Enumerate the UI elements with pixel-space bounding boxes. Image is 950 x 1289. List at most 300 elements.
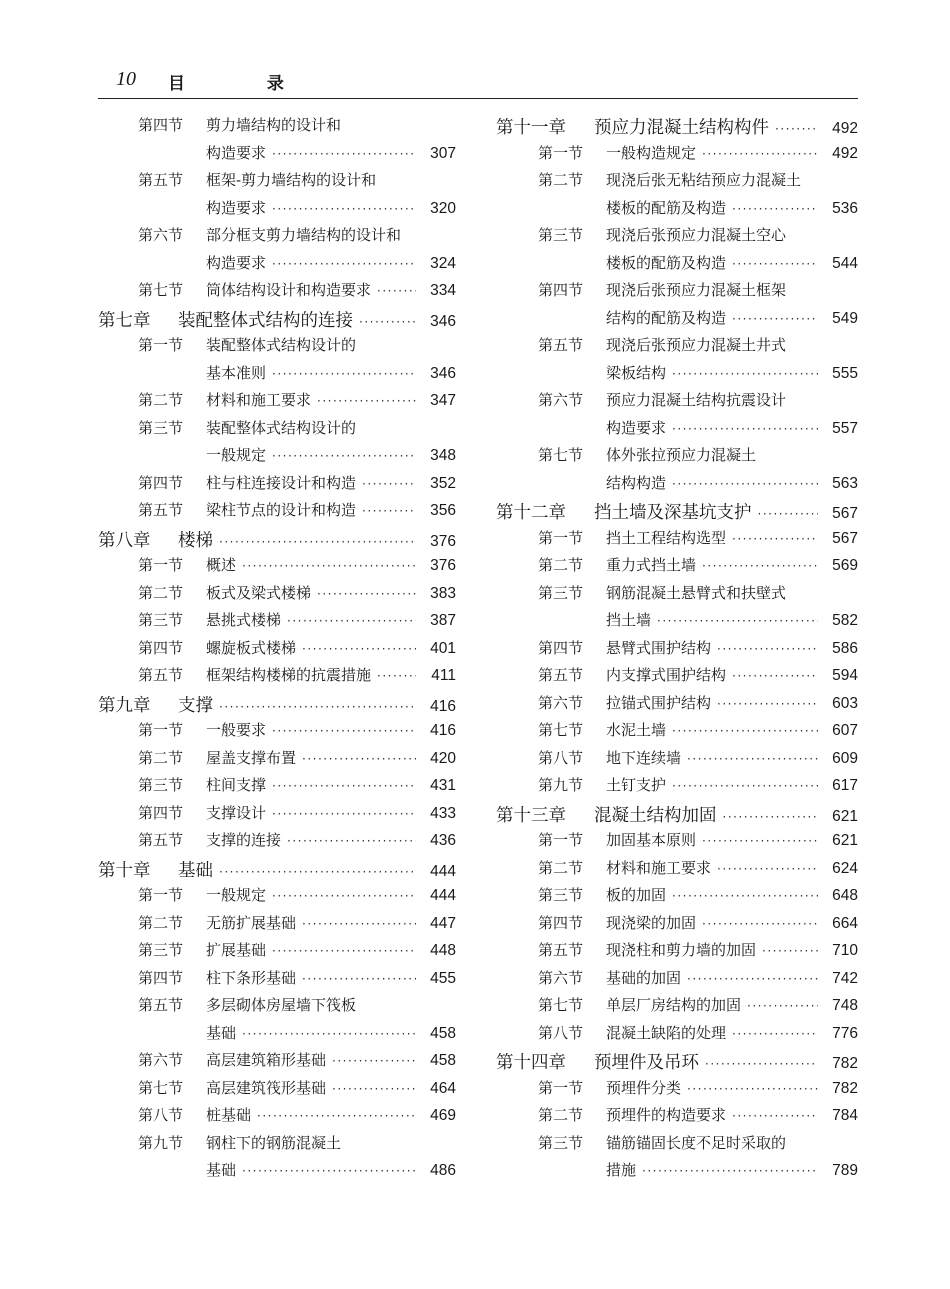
dot-leader xyxy=(219,535,416,549)
section-label: 第三节 xyxy=(538,583,584,602)
page-reference: 594 xyxy=(832,667,858,684)
page-reference: 784 xyxy=(832,1107,858,1124)
toc-section-entry xyxy=(496,1104,858,1132)
toc-entry-title: 柱与柱连接设计和构造 xyxy=(206,473,357,492)
dot-leader xyxy=(702,834,818,848)
page-number: 10 xyxy=(116,68,136,90)
toc-entry-title: 现浇后张预应力混凝土井式 xyxy=(606,336,787,354)
page-reference: 346 xyxy=(430,364,456,382)
toc-entry-title: 现浇后张预应力混凝土框架 xyxy=(606,281,787,299)
section-label: 第二节 xyxy=(538,858,584,877)
toc-chapter-entry xyxy=(98,307,456,335)
dot-leader xyxy=(272,724,416,738)
page-reference: 492 xyxy=(832,120,858,137)
dot-leader xyxy=(242,1164,416,1178)
toc-section-entry xyxy=(98,279,456,307)
section-label: 第二节 xyxy=(538,1106,584,1124)
page-reference: 486 xyxy=(430,1162,456,1179)
dot-leader xyxy=(362,477,416,491)
section-label: 第五节 xyxy=(138,666,184,684)
toc-entry-title: 现浇后张预应力混凝土空心 xyxy=(606,226,787,244)
page-reference: 447 xyxy=(430,914,456,932)
dot-leader xyxy=(302,917,416,931)
page-reference: 401 xyxy=(430,639,456,657)
dot-leader xyxy=(732,312,818,326)
toc-section-entry xyxy=(98,802,456,830)
dot-leader xyxy=(775,122,818,136)
dot-leader xyxy=(723,810,819,824)
toc-section-entry xyxy=(98,884,456,912)
page-header xyxy=(98,66,858,99)
dot-leader xyxy=(377,669,416,683)
section-label: 第三节 xyxy=(138,611,184,629)
toc-entry-title: 预应力混凝土结构抗震设计 xyxy=(606,391,787,409)
section-label: 第三节 xyxy=(138,776,184,794)
toc-entry-continuation xyxy=(98,197,456,225)
dot-leader xyxy=(762,944,818,958)
toc-entry-title: 挡土墙 xyxy=(606,611,652,629)
dot-leader xyxy=(672,477,818,491)
toc-entry-title: 支撑设计 xyxy=(206,803,267,822)
toc-section-entry xyxy=(98,1049,456,1077)
toc-entry-title: 重力式挡土墙 xyxy=(606,556,697,574)
toc-entry-title: 加固基本原则 xyxy=(606,831,697,849)
toc-entry-title: 地下连续墙 xyxy=(606,748,682,767)
toc-entry-title: 措施 xyxy=(606,1161,637,1179)
toc-entry-continuation xyxy=(98,362,456,390)
toc-section-entry xyxy=(496,747,858,775)
page-reference: 492 xyxy=(832,144,858,162)
section-label: 第三节 xyxy=(138,941,184,959)
toc-entry-title: 预应力混凝土结构构件 xyxy=(594,118,769,138)
dot-leader xyxy=(332,1054,416,1068)
dot-leader xyxy=(747,999,818,1013)
toc-section-entry xyxy=(496,389,858,417)
section-label: 第五节 xyxy=(138,501,184,519)
dot-leader xyxy=(672,724,818,738)
dot-leader xyxy=(717,642,818,656)
dot-leader xyxy=(377,284,416,298)
dot-leader xyxy=(242,559,416,573)
toc-entry-title: 构造要求 xyxy=(206,143,267,162)
dot-leader xyxy=(672,422,818,436)
section-label: 第三节 xyxy=(538,886,584,904)
toc-entry-title: 概述 xyxy=(206,556,237,574)
toc-section-entry xyxy=(98,334,456,362)
page-reference: 416 xyxy=(430,722,456,739)
page-reference: 586 xyxy=(832,639,858,657)
toc-section-entry xyxy=(98,499,456,527)
dot-leader xyxy=(302,972,416,986)
toc-section-entry xyxy=(98,472,456,500)
section-label: 第四节 xyxy=(138,116,184,134)
toc-section-entry xyxy=(496,279,858,307)
toc-entry-title: 板式及梁式楼梯 xyxy=(206,583,312,602)
toc-entry-title: 悬挑式楼梯 xyxy=(206,611,282,629)
dot-leader xyxy=(657,614,818,628)
toc-entry-title: 构造要求 xyxy=(606,418,667,437)
toc-section-entry xyxy=(98,609,456,637)
section-label: 第八节 xyxy=(538,1023,584,1042)
toc-entry-title: 预埋件的构造要求 xyxy=(606,1106,727,1124)
toc-entry-title: 框架结构楼梯的抗震措施 xyxy=(206,666,372,684)
page-reference: 387 xyxy=(430,612,456,629)
section-label: 第一节 xyxy=(138,336,184,354)
section-label: 第五节 xyxy=(538,336,584,354)
page-reference: 433 xyxy=(430,804,456,822)
toc-entry-title: 混凝土缺陷的处理 xyxy=(606,1023,727,1042)
section-label: 第一节 xyxy=(538,143,584,162)
toc-entry-title: 锚筋锚固长度不足时采取的 xyxy=(606,1133,787,1152)
toc-chapter-entry xyxy=(98,857,456,885)
toc-entry-title: 楼板的配筋及构造 xyxy=(606,253,727,272)
toc-chapter-entry xyxy=(98,692,456,720)
chapter-label: 第十三章 xyxy=(496,805,566,826)
toc-chapter-entry xyxy=(496,499,858,527)
dot-leader xyxy=(672,779,818,793)
section-label: 第六节 xyxy=(538,968,584,987)
toc-entry-title: 基本准则 xyxy=(206,363,267,382)
section-label: 第七节 xyxy=(138,281,184,299)
section-label: 第七节 xyxy=(538,446,584,464)
toc-entry-title: 无筋扩展基础 xyxy=(206,913,297,932)
toc-chapter-entry xyxy=(496,114,858,142)
dot-leader xyxy=(317,394,416,408)
page-reference: 347 xyxy=(430,392,456,409)
toc-entry-continuation xyxy=(496,1159,858,1187)
chapter-label: 第十一章 xyxy=(496,118,566,138)
dot-leader xyxy=(672,367,818,381)
section-label: 第七节 xyxy=(138,1078,184,1097)
page-reference: 710 xyxy=(832,942,858,959)
toc-entry-title: 柱下条形基础 xyxy=(206,968,297,987)
page-reference: 569 xyxy=(832,557,858,574)
toc-section-entry xyxy=(496,554,858,582)
section-label: 第四节 xyxy=(538,913,584,932)
page-reference: 567 xyxy=(832,529,858,547)
toc-entry-title: 现浇后张无粘结预应力混凝土 xyxy=(606,171,802,189)
chapter-label: 第九章 xyxy=(98,695,151,716)
page-reference: 436 xyxy=(430,832,456,849)
page-reference: 455 xyxy=(430,969,456,987)
toc-entry-title: 材料和施工要求 xyxy=(606,858,712,877)
page-reference: 376 xyxy=(430,557,456,574)
page-reference: 444 xyxy=(430,887,456,904)
dot-leader xyxy=(302,752,416,766)
toc-section-entry xyxy=(98,389,456,417)
page-reference: 544 xyxy=(832,254,858,272)
section-label: 第五节 xyxy=(538,666,584,684)
dot-leader xyxy=(257,1109,416,1123)
toc-entry-title: 基础 xyxy=(178,860,213,881)
toc-entry-continuation xyxy=(496,307,858,335)
section-label: 第三节 xyxy=(538,226,584,244)
section-label: 第四节 xyxy=(138,968,184,987)
toc-entry-title: 土钉支护 xyxy=(606,776,667,794)
toc-entry-title: 高层建筑箱形基础 xyxy=(206,1051,327,1069)
dot-leader xyxy=(362,504,416,518)
page-reference: 776 xyxy=(832,1024,858,1042)
page-reference: 664 xyxy=(832,914,858,932)
running-head-title: 目 录 xyxy=(168,74,322,94)
section-label: 第一节 xyxy=(538,831,584,849)
toc-section-entry xyxy=(98,169,456,197)
dot-leader xyxy=(705,1057,818,1071)
section-label: 第四节 xyxy=(138,803,184,822)
toc-section-entry xyxy=(98,114,456,142)
section-label: 第五节 xyxy=(138,171,184,189)
dot-leader xyxy=(758,507,819,521)
section-label: 第六节 xyxy=(538,391,584,409)
toc-entry-title: 材料和施工要求 xyxy=(206,391,312,409)
toc-entry-title: 桩基础 xyxy=(206,1106,252,1124)
page-reference: 567 xyxy=(832,505,858,522)
chapter-label: 第十章 xyxy=(98,860,151,881)
section-label: 第二节 xyxy=(138,583,184,602)
page-reference: 376 xyxy=(430,532,456,550)
toc-entry-title: 基础 xyxy=(206,1161,237,1179)
section-label: 第九节 xyxy=(138,1133,184,1152)
page-reference: 416 xyxy=(430,697,456,715)
toc-section-entry xyxy=(496,142,858,170)
section-label: 第一节 xyxy=(138,556,184,574)
toc-section-entry xyxy=(496,774,858,802)
section-label: 第七节 xyxy=(538,721,584,739)
toc-entry-title: 一般规定 xyxy=(206,446,267,464)
page-reference: 748 xyxy=(832,997,858,1014)
toc-entry-title: 屋盖支撑布置 xyxy=(206,748,297,767)
dot-leader xyxy=(219,865,416,879)
page-reference: 352 xyxy=(430,474,456,492)
toc-entry-title: 一般要求 xyxy=(206,721,267,739)
toc-entry-continuation xyxy=(98,252,456,280)
chapter-label: 第十二章 xyxy=(496,503,566,523)
toc-entry-title: 钢筋混凝土悬臂式和扶壁式 xyxy=(606,583,787,602)
toc-entry-title: 剪力墙结构的设计和 xyxy=(206,116,342,134)
toc-entry-title: 多层砌体房屋墙下筏板 xyxy=(206,996,357,1014)
section-label: 第三节 xyxy=(138,418,184,437)
page-reference: 536 xyxy=(832,199,858,217)
toc-section-entry xyxy=(496,1132,858,1160)
toc-entry-continuation xyxy=(98,142,456,170)
toc-chapter-entry xyxy=(496,1049,858,1077)
toc-chapter-entry xyxy=(98,527,456,555)
chapter-label: 第七章 xyxy=(98,310,151,331)
page-reference: 469 xyxy=(430,1107,456,1124)
section-label: 第二节 xyxy=(138,748,184,767)
page-reference: 431 xyxy=(430,777,456,794)
toc-section-entry xyxy=(496,692,858,720)
dot-leader xyxy=(332,1082,416,1096)
toc-entry-title: 单层厂房结构的加固 xyxy=(606,996,742,1014)
toc-entry-title: 现浇柱和剪力墙的加固 xyxy=(606,941,757,959)
section-label: 第四节 xyxy=(138,473,184,492)
toc-entry-continuation xyxy=(496,609,858,637)
toc-entry-continuation xyxy=(496,472,858,500)
toc-section-entry xyxy=(98,637,456,665)
dot-leader xyxy=(687,972,818,986)
toc-section-entry xyxy=(496,912,858,940)
toc-entry-title: 楼板的配筋及构造 xyxy=(606,198,727,217)
dot-leader xyxy=(272,944,416,958)
page-reference: 609 xyxy=(832,749,858,767)
page-reference: 420 xyxy=(430,749,456,767)
dot-leader xyxy=(272,449,416,463)
toc-entry-continuation xyxy=(496,417,858,445)
toc-entry-title: 部分框支剪力墙结构的设计和 xyxy=(206,226,402,244)
toc-section-entry xyxy=(496,967,858,995)
dot-leader xyxy=(732,1109,818,1123)
toc-entry-title: 构造要求 xyxy=(206,198,267,217)
section-label: 第五节 xyxy=(538,941,584,959)
toc-section-entry xyxy=(496,582,858,610)
toc-section-entry xyxy=(98,664,456,692)
page-reference: 411 xyxy=(431,667,456,684)
dot-leader xyxy=(272,367,416,381)
toc-entry-title: 基础的加固 xyxy=(606,968,682,987)
section-label: 第五节 xyxy=(138,831,184,849)
section-label: 第九节 xyxy=(538,776,584,794)
toc-entry-title: 支撑 xyxy=(178,695,213,716)
toc-entry-title: 板的加固 xyxy=(606,886,667,904)
toc-entry-title: 悬臂式围护结构 xyxy=(606,638,712,657)
dot-leader xyxy=(717,862,818,876)
toc-entry-title: 装配整体式结构设计的 xyxy=(206,336,357,354)
section-label: 第一节 xyxy=(138,721,184,739)
page-reference: 624 xyxy=(832,859,858,877)
section-label: 第四节 xyxy=(538,638,584,657)
toc-entry-title: 挡土墙及深基坑支护 xyxy=(594,503,752,523)
dot-leader xyxy=(687,752,818,766)
section-label: 第二节 xyxy=(138,391,184,409)
toc-entry-continuation xyxy=(496,197,858,225)
page-reference: 563 xyxy=(832,474,858,492)
toc-section-entry xyxy=(496,884,858,912)
section-label: 第五节 xyxy=(138,996,184,1014)
page-reference: 444 xyxy=(430,862,456,880)
toc-section-entry xyxy=(98,967,456,995)
dot-leader xyxy=(272,257,416,271)
page-reference: 603 xyxy=(832,694,858,712)
toc-section-entry xyxy=(496,994,858,1022)
dot-leader xyxy=(302,642,416,656)
toc-section-entry xyxy=(98,719,456,747)
dot-leader xyxy=(287,614,416,628)
section-label: 第六节 xyxy=(538,693,584,712)
dot-leader xyxy=(317,587,416,601)
dot-leader xyxy=(732,1027,818,1041)
toc-entry-title: 拉锚式围护结构 xyxy=(606,693,712,712)
page-reference: 782 xyxy=(832,1055,858,1072)
toc-section-entry xyxy=(496,939,858,967)
toc-section-entry xyxy=(98,554,456,582)
dot-leader xyxy=(219,700,416,714)
chapter-label: 第十四章 xyxy=(496,1053,566,1073)
section-label: 第二节 xyxy=(138,913,184,932)
section-label: 第一节 xyxy=(538,528,584,547)
section-label: 第八节 xyxy=(538,748,584,767)
toc-entry-title: 挡土工程结构选型 xyxy=(606,528,727,547)
toc-entry-title: 内支撑式围护结构 xyxy=(606,666,727,684)
page-reference: 607 xyxy=(832,722,858,739)
dot-leader xyxy=(272,807,416,821)
toc-section-entry xyxy=(98,582,456,610)
toc-section-entry xyxy=(496,1022,858,1050)
section-label: 第三节 xyxy=(538,1133,584,1152)
toc-chapter-entry xyxy=(496,802,858,830)
section-label: 第一节 xyxy=(138,886,184,904)
toc-entry-continuation xyxy=(98,1159,456,1187)
toc-entry-title: 楼梯 xyxy=(178,530,213,551)
dot-leader xyxy=(717,697,818,711)
toc-section-entry xyxy=(98,774,456,802)
toc-entry-title: 装配整体式结构设计的 xyxy=(206,418,357,437)
dot-leader xyxy=(642,1164,818,1178)
dot-leader xyxy=(359,315,416,329)
toc-entry-title: 柱间支撑 xyxy=(206,776,267,794)
page-reference: 307 xyxy=(430,144,456,162)
toc-left-column xyxy=(98,114,456,1187)
toc-entry-title: 钢柱下的钢筋混凝土 xyxy=(206,1133,342,1152)
dot-leader xyxy=(702,147,818,161)
toc-section-entry xyxy=(496,664,858,692)
toc-entry-title: 装配整体式结构的连接 xyxy=(178,310,353,331)
toc-section-entry xyxy=(98,417,456,445)
toc-entry-title: 螺旋板式楼梯 xyxy=(206,638,297,657)
page-reference: 324 xyxy=(430,254,456,272)
page-reference: 464 xyxy=(430,1079,456,1097)
dot-leader xyxy=(732,532,818,546)
page-reference: 549 xyxy=(832,309,858,327)
page-reference: 458 xyxy=(430,1052,456,1069)
dot-leader xyxy=(687,1082,818,1096)
toc-section-entry xyxy=(98,224,456,252)
page-reference: 789 xyxy=(832,1162,858,1179)
page-reference: 448 xyxy=(430,942,456,959)
toc-entry-continuation xyxy=(98,1022,456,1050)
toc-section-entry xyxy=(98,829,456,857)
dot-leader xyxy=(732,202,818,216)
toc-entry-title: 水泥土墙 xyxy=(606,721,667,739)
toc-entry-title: 筒体结构设计和构造要求 xyxy=(206,281,372,299)
toc-entry-continuation xyxy=(496,362,858,390)
section-label: 第二节 xyxy=(538,171,584,189)
section-label: 第四节 xyxy=(538,281,584,299)
toc-entry-title: 梁板结构 xyxy=(606,363,667,382)
toc-entry-continuation xyxy=(98,444,456,472)
dot-leader xyxy=(242,1027,416,1041)
section-label: 第四节 xyxy=(138,638,184,657)
toc-entry-title: 支撑的连接 xyxy=(206,831,282,849)
toc-section-entry xyxy=(98,747,456,775)
toc-entry-title: 扩展基础 xyxy=(206,941,267,959)
dot-leader xyxy=(272,202,416,216)
toc-section-entry xyxy=(496,169,858,197)
section-label: 第六节 xyxy=(138,226,184,244)
dot-leader xyxy=(702,559,818,573)
chapter-label: 第八章 xyxy=(98,530,151,551)
dot-leader xyxy=(272,779,416,793)
toc-entry-title: 框架-剪力墙结构的设计和 xyxy=(206,171,377,189)
page-reference: 356 xyxy=(430,502,456,519)
dot-leader xyxy=(272,889,416,903)
toc-entry-title: 构造要求 xyxy=(206,253,267,272)
toc-entry-title: 预埋件分类 xyxy=(606,1078,682,1097)
toc-right-column xyxy=(496,114,858,1187)
page-reference: 782 xyxy=(832,1079,858,1097)
toc-entry-title: 混凝土结构加固 xyxy=(594,805,717,826)
page-reference: 458 xyxy=(430,1024,456,1042)
